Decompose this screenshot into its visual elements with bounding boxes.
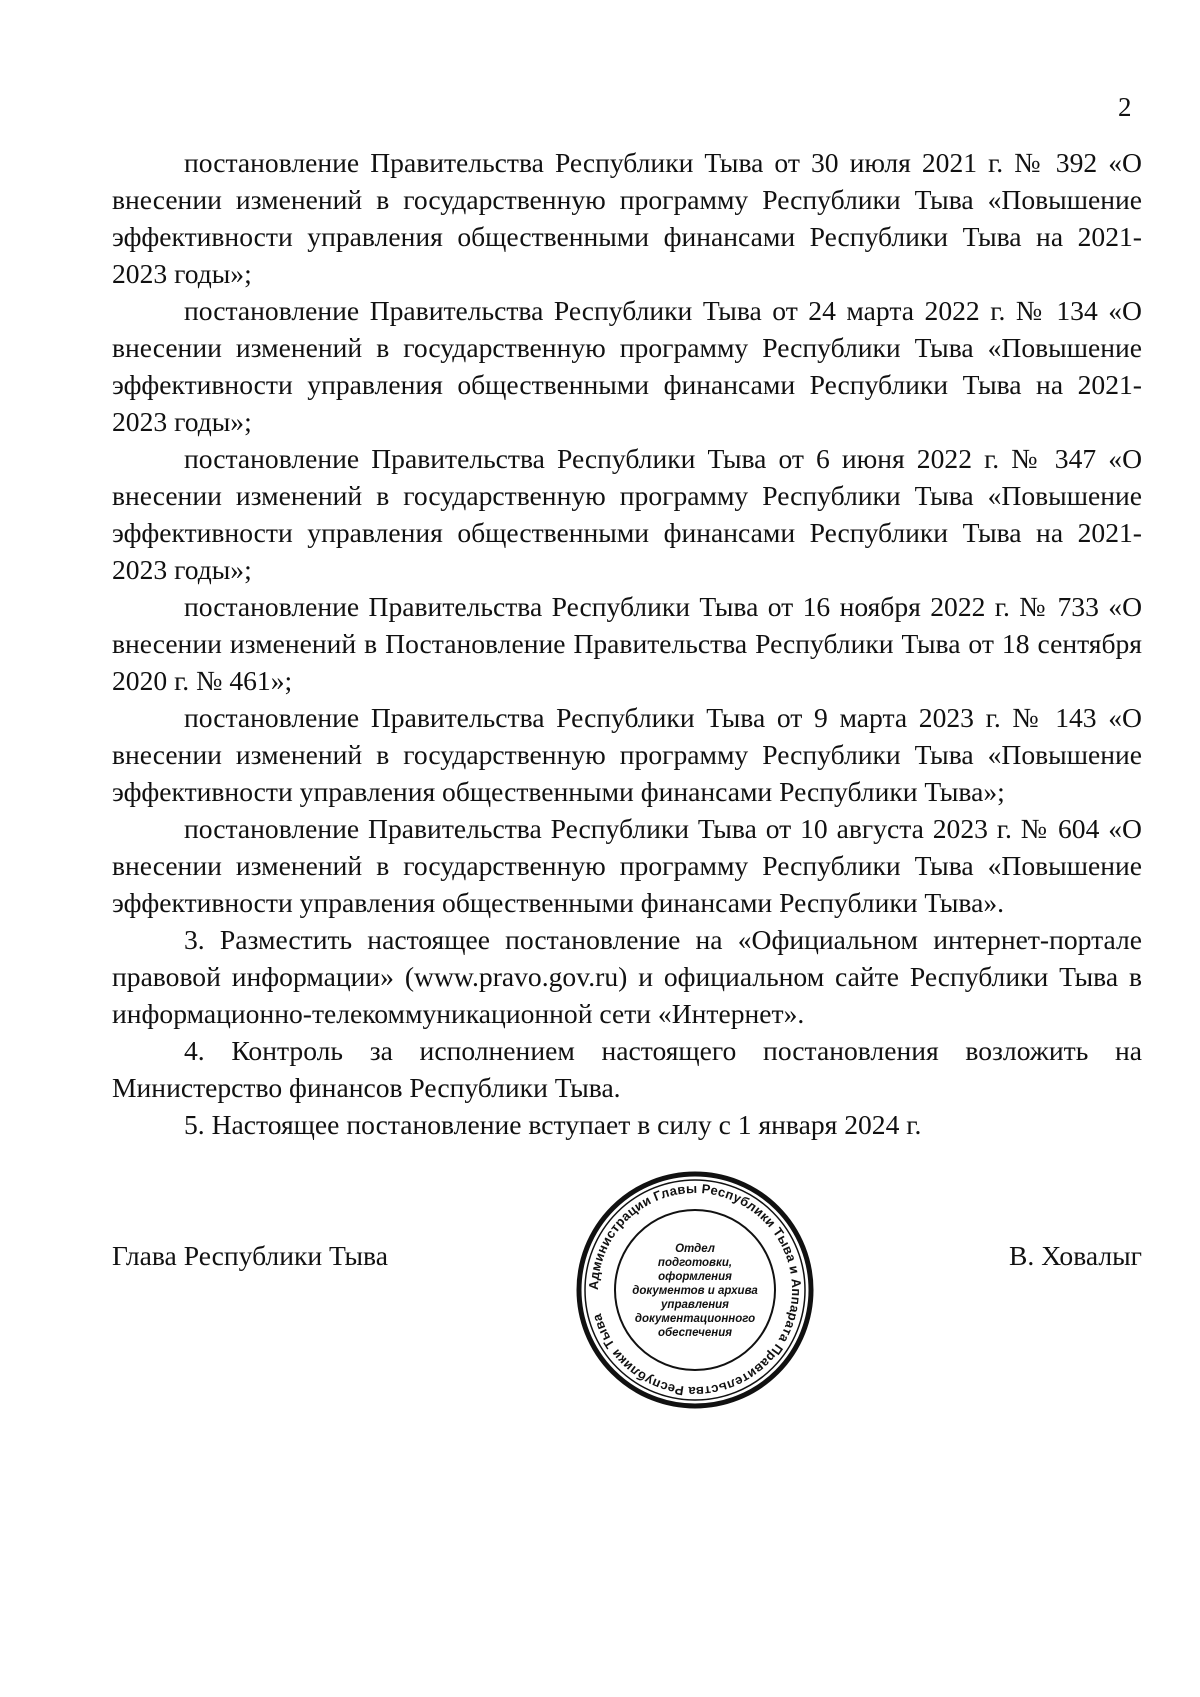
official-stamp-icon <box>575 1170 815 1410</box>
stamp-center-line: Отдел <box>675 1243 715 1255</box>
stamp-center-line: управления <box>661 1299 729 1311</box>
paragraph-amendment-4: постановление Правительства Республики Тыва от 16 ноября 2022 г. № 733 «О внесении изменений в Постановление Правительства Республики Тыва от 18 сентября 2020 г. № 461»; <box>112 591 1142 696</box>
stamp-center-line: оформления <box>658 1271 732 1283</box>
page-number: 2 <box>1118 92 1132 122</box>
stamp-ring-text: Администрации Главы Республики Тыва и Аппарата Правительства Республики Тыва <box>585 1180 805 1400</box>
stamp-center-line: обеспечения <box>657 1327 733 1339</box>
stamp-center-line: подготовки, <box>657 1257 733 1269</box>
stamp-center-line: документов и архива <box>632 1285 758 1297</box>
stamp-center-line: документационного <box>634 1313 756 1325</box>
paragraph-point-3: 3. Разместить настоящее постановление на «Официальном интернет-портале правовой информации» (www.pravo.gov.ru) и официальном сайте Республики Тыва в информационно-телекоммуникационной сети «Интернет». <box>112 924 1142 1029</box>
paragraph-amendment-6: постановление Правительства Республики Тыва от 10 августа 2023 г. № 604 «О внесении изменений в государственную программу Республики Тыва «Повышение эффективности управления общественными финансами Республики Тыва». <box>112 813 1142 918</box>
paragraph-amendment-1: постановление Правительства Республики Тыва от 30 июля 2021 г. № 392 «О внесении изменений в государственную программу Республики Тыва «Повышение эффективности управления общественными финансами Республики Тыва на 2021-2023 годы»; <box>112 147 1142 289</box>
paragraph-amendment-5: постановление Правительства Республики Тыва от 9 марта 2023 г. № 143 «О внесении изменений в государственную программу Республики Тыва «Повышение эффективности управления общественными финансами Республики Тыва»; <box>112 702 1142 807</box>
signer-title: Глава Республики Тыва <box>112 1240 388 1271</box>
paragraph-amendment-3: постановление Правительства Республики Тыва от 6 июня 2022 г. № 347 «О внесении изменений в государственную программу Республики Тыва «Повышение эффективности управления общественными финансами Республики Тыва на 2021-2023 годы»; <box>112 443 1142 585</box>
document-body <box>112 144 1142 1143</box>
paragraph-point-5: 5. Настоящее постановление вступает в силу с 1 января 2024 г. <box>184 1109 922 1140</box>
paragraph-amendment-2: постановление Правительства Республики Тыва от 24 марта 2022 г. № 134 «О внесении изменений в государственную программу Республики Тыва «Повышение эффективности управления общественными финансами Республики Тыва на 2021-2023 годы»; <box>112 295 1142 437</box>
paragraph-point-4: 4. Контроль за исполнением настоящего постановления возложить на Министерство финансов Республики Тыва. <box>112 1035 1142 1103</box>
signer-name: В. Ховалыг <box>1009 1240 1142 1271</box>
